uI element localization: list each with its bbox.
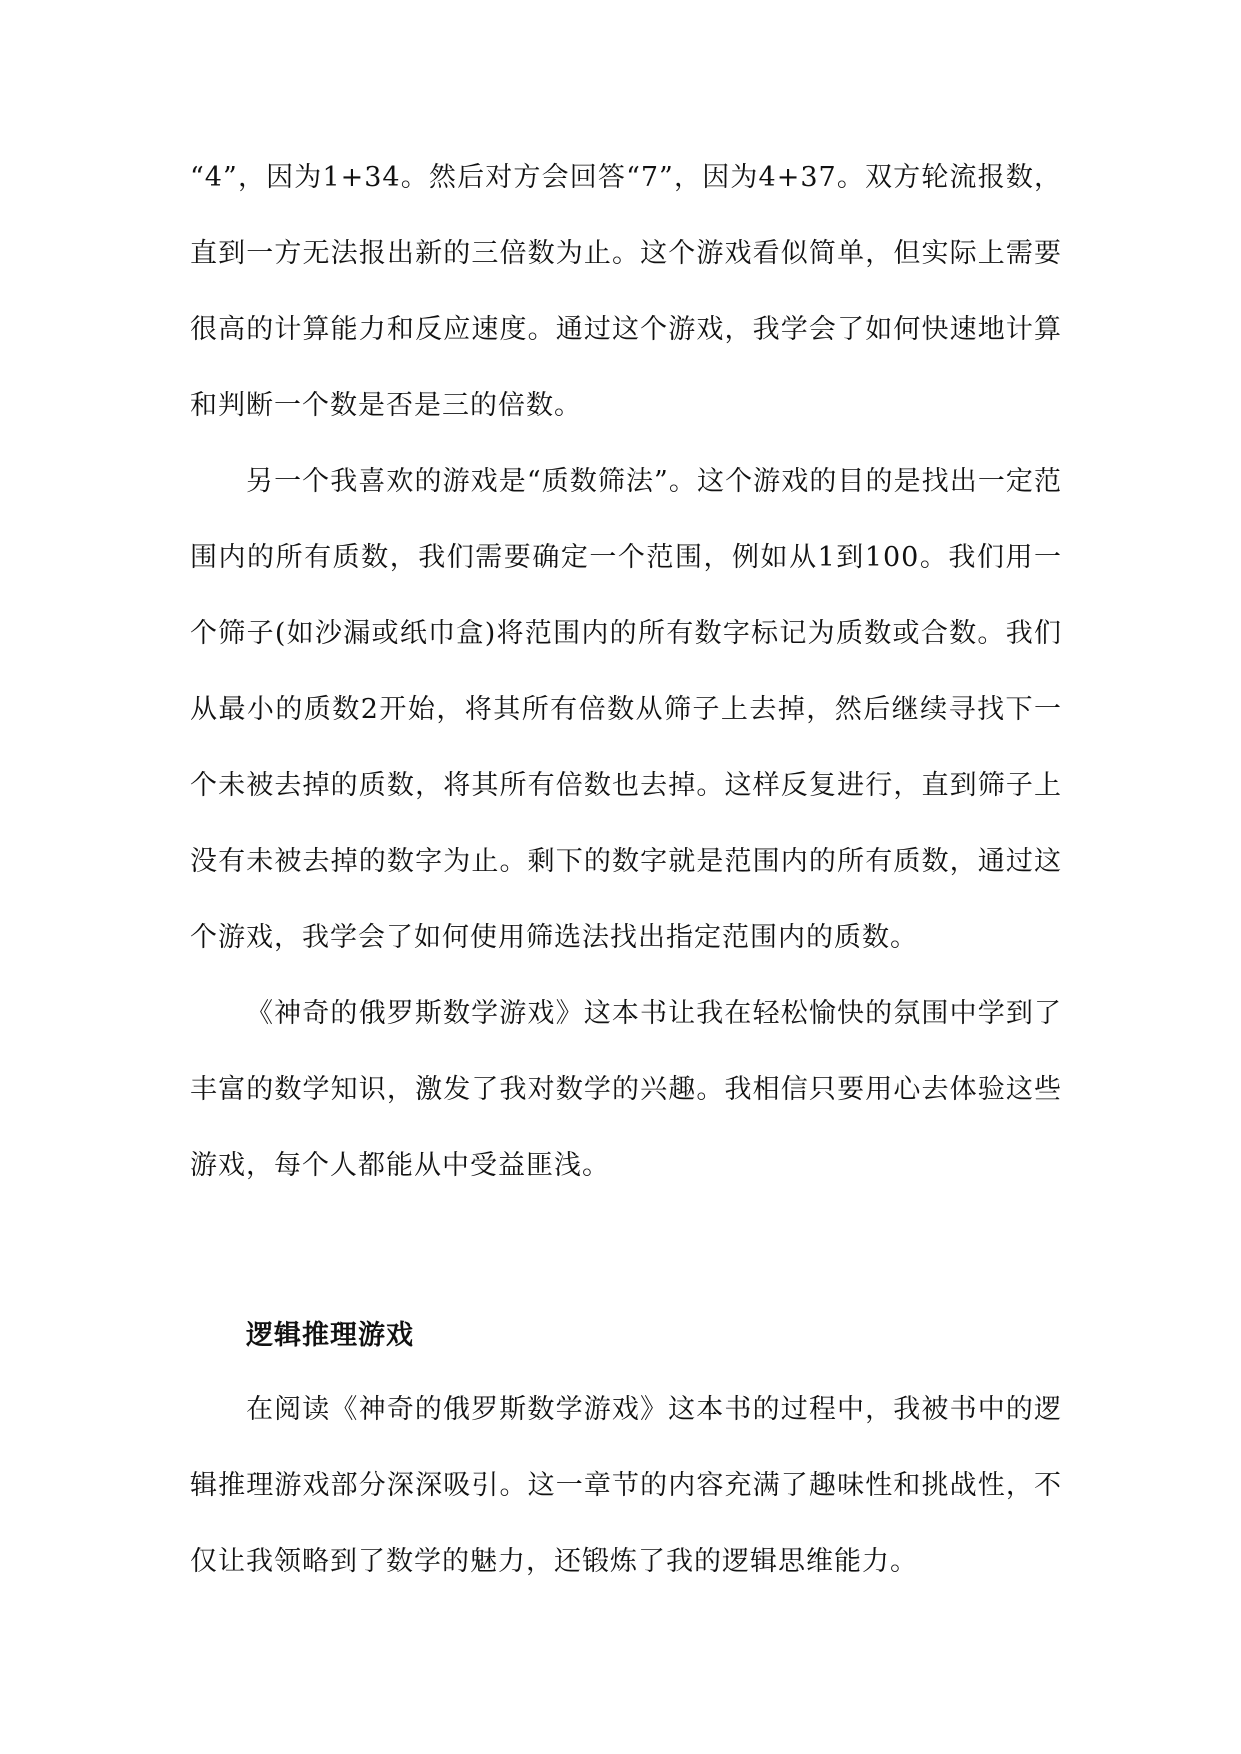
section-heading: 逻辑推理游戏 xyxy=(246,1320,414,1351)
paragraph-prime-sieve: 另一个我喜欢的游戏是“质数筛法”。这个游戏的目的是找出一定范围内的所有质数，我们需要确定一个范围，例如从1到100。我们用一个筛子(如沙漏或纸巾盒)将范围内的所有数字标记为质数或合数。我们从最小的质数2开始，将其所有倍数从筛子上去掉，然后继续寻找下一个未被去掉的质数，将其所有倍数也去掉。这样反复进行，直到筛子上没有未被去掉的数字为止。剩下的数字就是范围内的所有质数，通过这个游戏，我学会了如何使用筛选法找出指定范围内的质数。 xyxy=(190,466,1062,953)
body-text-part-2 xyxy=(190,1372,1062,1600)
body-text-part-1 xyxy=(190,140,1062,1204)
paragraph-book-summary: 《神奇的俄罗斯数学游戏》这本书让我在轻松愉快的氛围中学到了丰富的数学知识，激发了我对数学的兴趣。我相信只要用心去体验这些游戏，每个人都能从中受益匪浅。 xyxy=(190,998,1062,1181)
paragraph-logic-intro: 在阅读《神奇的俄罗斯数学游戏》这本书的过程中，我被书中的逻辑推理游戏部分深深吸引。这一章节的内容充满了趣味性和挑战性，不仅让我领略到了数学的魅力，还锻炼了我的逻辑思维能力。 xyxy=(190,1394,1062,1577)
paragraph-continuation: “4”，因为1+34。然后对方会回答“7”，因为4+37。双方轮流报数，直到一方无法报出新的三倍数为止。这个游戏看似简单，但实际上需要很高的计算能力和反应速度。通过这个游戏，我学会了如何快速地计算和判断一个数是否是三的倍数。 xyxy=(190,162,1062,421)
